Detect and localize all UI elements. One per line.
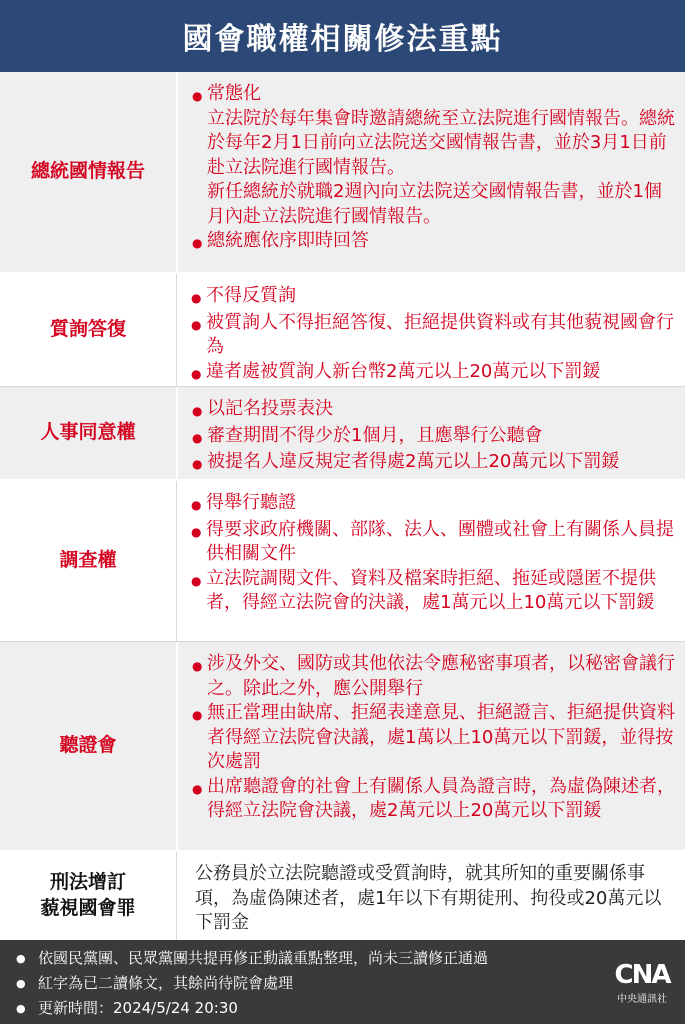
list-item: ● 審查期間不得少於1個月，且應舉行公聽會 [192,424,543,446]
row-content [178,72,685,272]
cna-logo [611,960,673,1005]
logo-caption: 中央通訊社 [617,994,667,1005]
list-item: ● 無正當理由缺席、拒絕表達意見、拒絕證言、拒絕提供資料者得經立法院會決議，處1萬以上10萬元以下罰鍰，並得按次處罰 [192,702,675,772]
row-content [177,274,685,386]
list-item: ● 被提名人違反規定者得處2萬元以上20萬元以下罰鍰 [192,451,620,472]
row-content [178,642,685,850]
row-label: 調查權 [0,481,177,641]
row-label: 人事同意權 [0,387,178,479]
table-row [0,72,685,274]
footer [0,940,685,1024]
table-row [0,481,685,642]
table-row [0,274,685,387]
footer-note: ● 更新時間：2024/5/24 20:30 [16,999,238,1017]
row-label: 聽證會 [0,642,178,850]
list-item: ● 違者處被質詢人新台幣2萬元以上20萬元以下罰鍰 [191,360,601,382]
footer-note: ● 依國民黨團、民眾黨團共提再修正動議重點整理，尚未三讀修正通過 [16,949,489,967]
row-label: 總統國情報告 [0,72,178,272]
list-item: ● 立法院調閱文件、資料及檔案時拒絕、拖延或隱匿不提供者，得經立法院會的決議，處1萬元以上10萬元以下罰鍰 [191,567,656,613]
list-item: ● 不得反質詢 [191,285,296,306]
row-content [177,481,685,641]
summary-table [0,72,685,940]
row-text: 公務員於立法院聽證或受質詢時，就其所知的重要關係事項，為虛偽陳述者，處1年以下有期徒刑、拘役或20萬元以下罰金 [195,863,662,933]
footer-note: ● 紅字為已二讀條文，其餘尚待院會處理 [16,974,294,992]
page-title: 國會職權相關修法重點 [182,22,503,57]
list-item: ● 以記名投票表決 [192,398,333,419]
list-item: ● 被質詢人不得拒絕答復、拒絕提供資料或有其他藐視國會行為 [191,311,674,357]
row-label: 刑法增訂 藐視國會罪 [0,852,177,940]
row-content [177,852,685,940]
list-item: ● 出席聽證會的社會上有關係人員為證言時，為虛偽陳述者，得經立法院會決議，處2萬元以上20萬元以下罰鍰 [192,775,675,821]
list-item: ● 總統應依序即時回答 [192,230,369,251]
table-row [0,852,685,940]
list-item: ● 常態化 立法院於每年集會時邀請總統至立法院進行國情報告。總統於每年2月1日前向立法院送交國情報告書，並於3月1日前赴立法院進行國情報告。 新任總統於就職2週內向立法院送交國情報告書，並於1個月內赴立法院進行國情報告。 [192,83,675,227]
list-item: ● 涉及外交、國防或其他依法令應秘密事項者，以秘密會議行之。除此之外，應公開舉行 [192,653,675,699]
list-item: ● 得要求政府機關、部隊、法人、團體或社會上有關係人員提供相關文件 [191,518,674,564]
table-row [0,642,685,852]
cna-logo-icon: CNA [614,960,670,990]
header-bar [0,0,685,72]
row-label: 質詢答復 [0,274,177,386]
list-item: ● 得舉行聽證 [191,492,296,513]
table-row [0,387,685,481]
row-content [178,387,685,479]
